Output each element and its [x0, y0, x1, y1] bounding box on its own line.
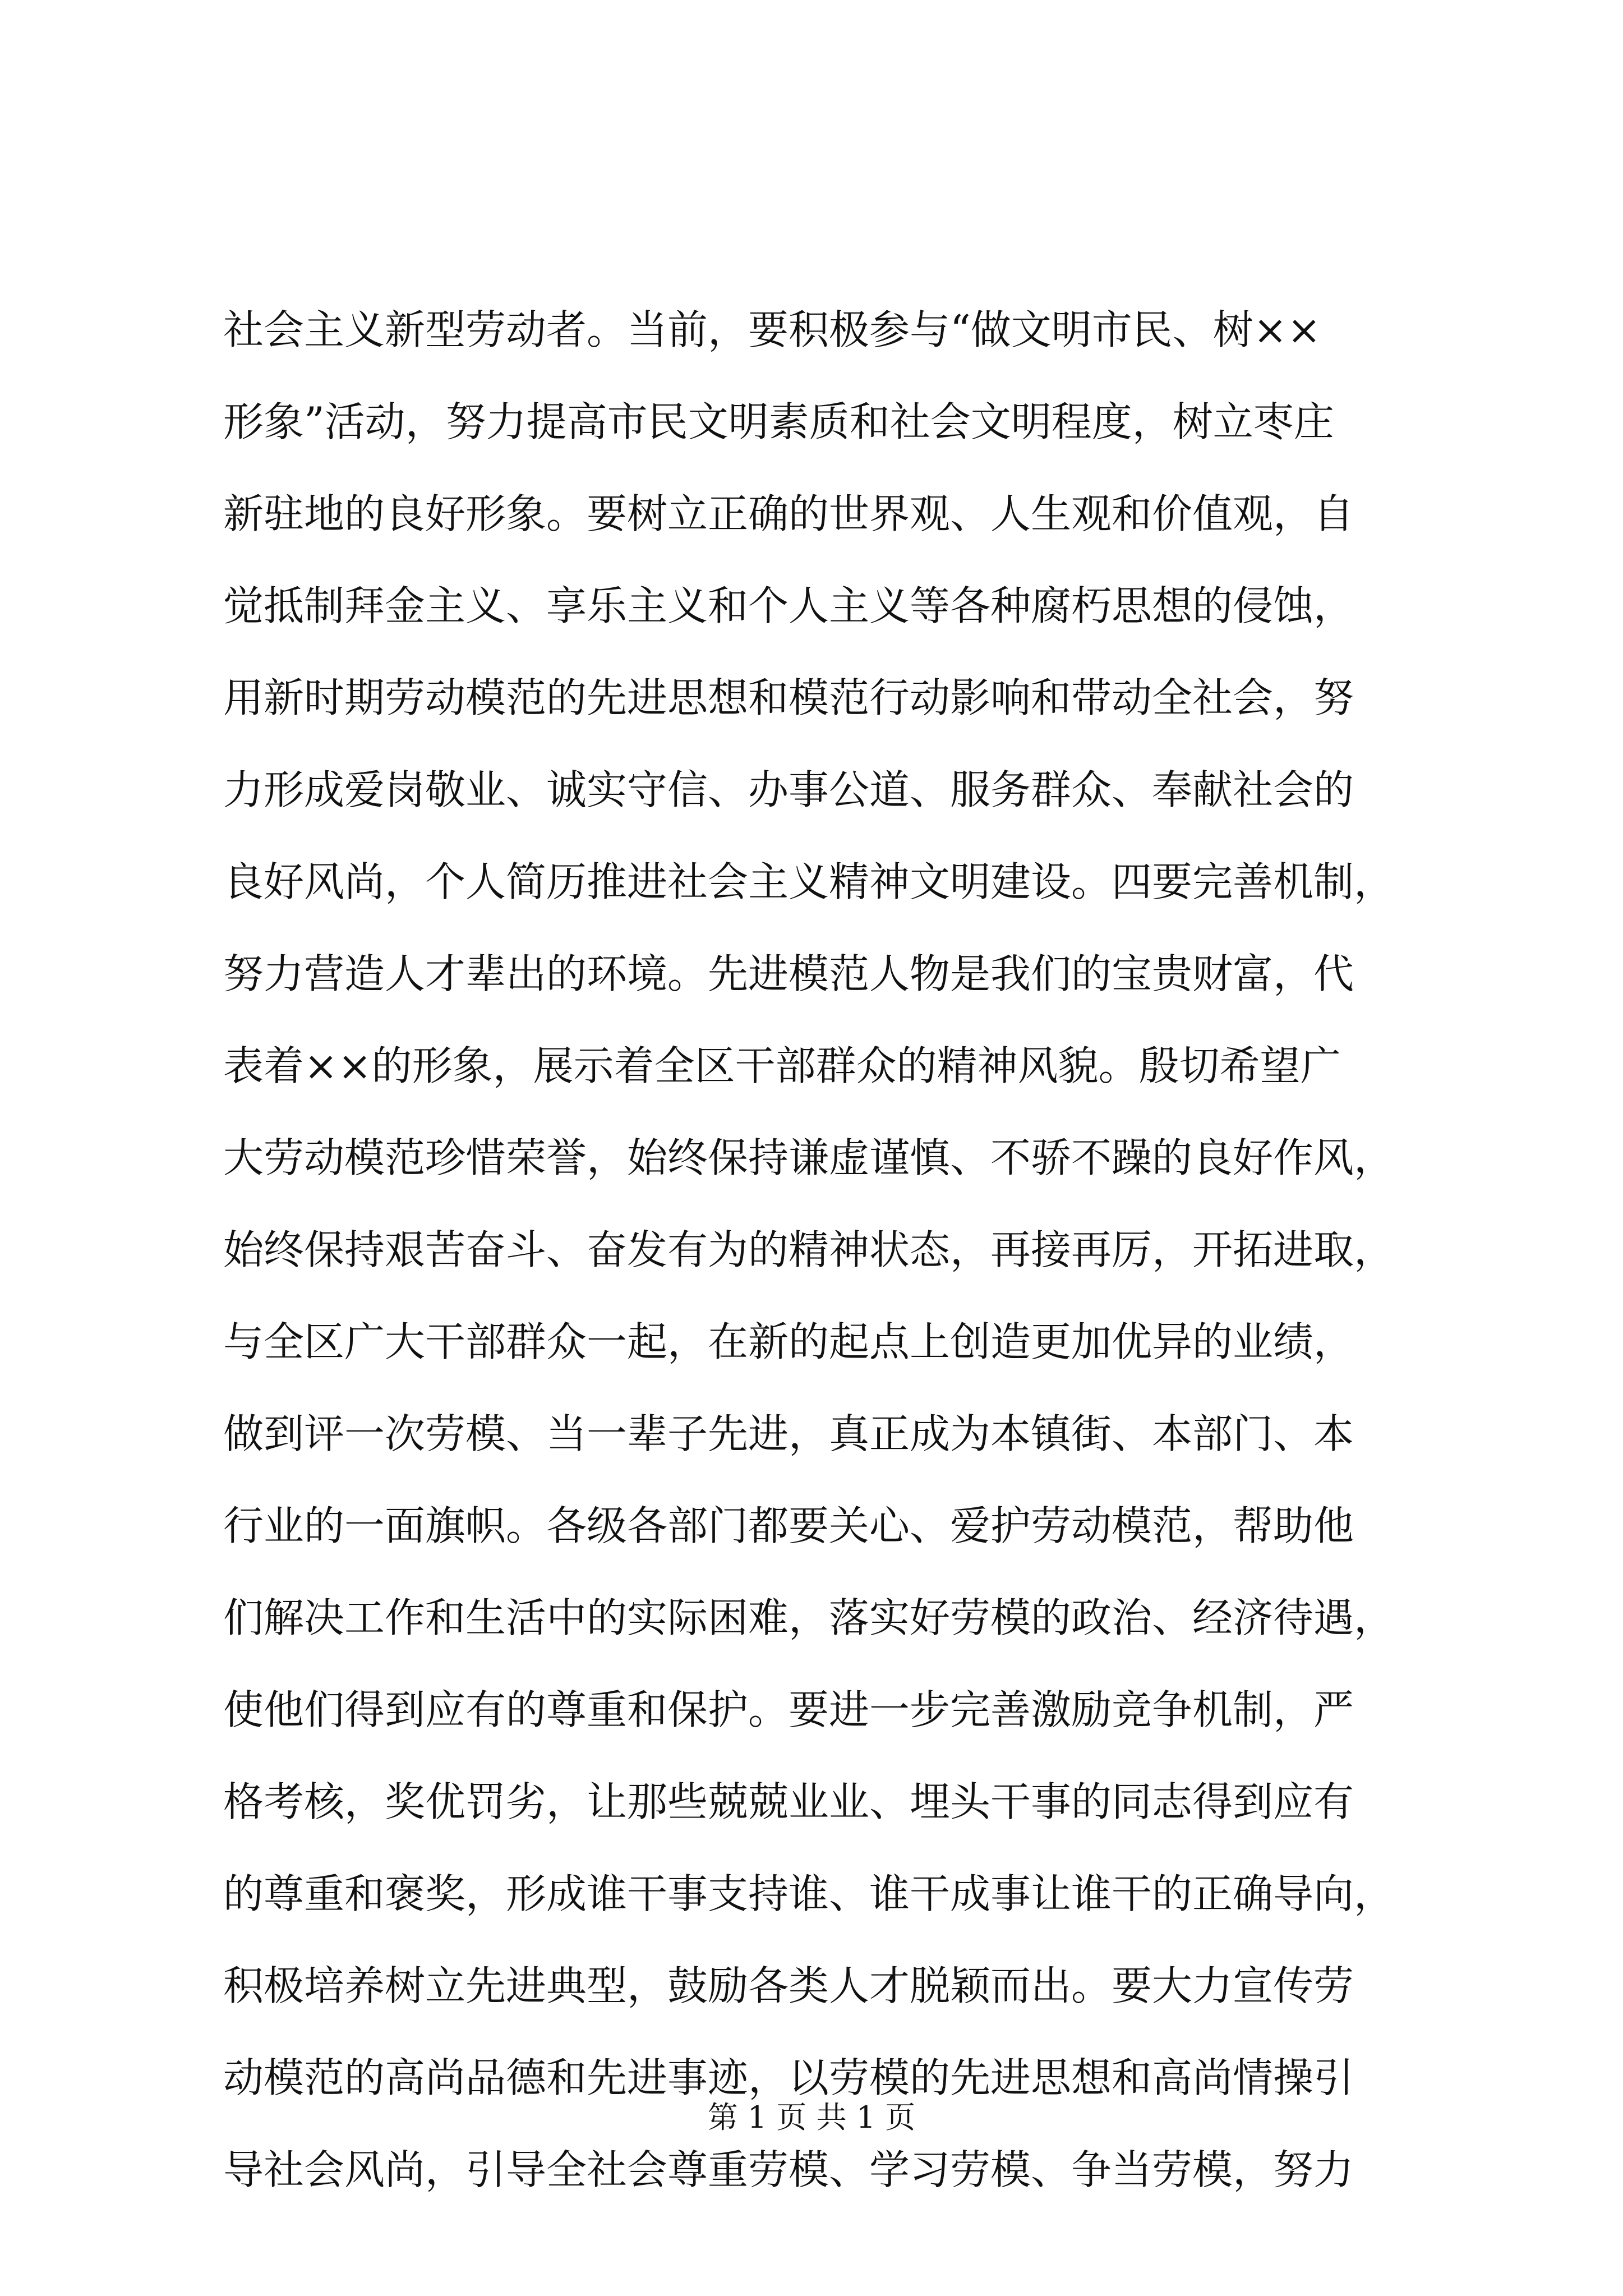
text-line: 们解决工作和生活中的实际困难，落实好劳模的政治、经济待遇， [223, 1594, 1395, 1641]
text-line: 做到评一次劳模、当一辈子先进，真正成为本镇街、本部门、本 [223, 1410, 1354, 1457]
text-line: 的尊重和褒奖，形成谁干事支持谁、谁干成事让谁干的正确导向， [223, 1870, 1395, 1917]
text-line: 觉抵制拜金主义、享乐主义和个人主义等各种腐朽思想的侵蚀， [223, 582, 1354, 629]
text-line: 与全区广大干部群众一起，在新的起点上创造更加优异的业绩， [223, 1318, 1354, 1365]
text-line: 新驻地的良好形象。要树立正确的世界观、人生观和价值观，自 [223, 490, 1354, 537]
text-line: 始终保持艰苦奋斗、奋发有为的精神状态，再接再厉，开拓进取， [223, 1226, 1395, 1273]
body-paragraph [223, 284, 1407, 2216]
text-line: 社会主义新型劳动者。当前，要积极参与“做文明市民、树×× [223, 306, 1321, 353]
text-line: 导社会风尚，引导全社会尊重劳模、学习劳模、争当劳模，努力 [223, 2146, 1354, 2193]
text-line: 力形成爱岗敬业、诚实守信、办事公道、服务群众、奉献社会的 [223, 766, 1354, 813]
text-line: 良好风尚，个人简历推进社会主义精神文明建设。四要完善机制， [223, 858, 1395, 905]
page-number-label: 第 1 页 共 1 页 [707, 2100, 916, 2135]
text-line: 格考核，奖优罚劣，让那些兢兢业业、埋头干事的同志得到应有 [223, 1778, 1354, 1825]
text-line: 大劳动模范珍惜荣誉，始终保持谦虚谨慎、不骄不躁的良好作风， [223, 1134, 1395, 1181]
text-line: 表着××的形象，展示着全区干部群众的精神风貌。殷切希望广 [223, 1042, 1341, 1089]
text-line: 行业的一面旗帜。各级各部门都要关心、爱护劳动模范，帮助他 [223, 1502, 1354, 1549]
page-footer [0, 2098, 1623, 2137]
text-line: 使他们得到应有的尊重和保护。要进一步完善激励竞争机制，严 [223, 1686, 1354, 1733]
text-line: 动模范的高尚品德和先进事迹，以劳模的先进思想和高尚情操引 [223, 2054, 1354, 2101]
text-line: 形象”活动，努力提高市民文明素质和社会文明程度，树立枣庄 [223, 398, 1334, 445]
text-line: 积极培养树立先进典型，鼓励各类人才脱颖而出。要大力宣传劳 [223, 1962, 1354, 2009]
text-line: 用新时期劳动模范的先进思想和模范行动影响和带动全社会，努 [223, 674, 1354, 721]
text-line: 努力营造人才辈出的环境。先进模范人物是我们的宝贵财富，代 [223, 950, 1354, 997]
